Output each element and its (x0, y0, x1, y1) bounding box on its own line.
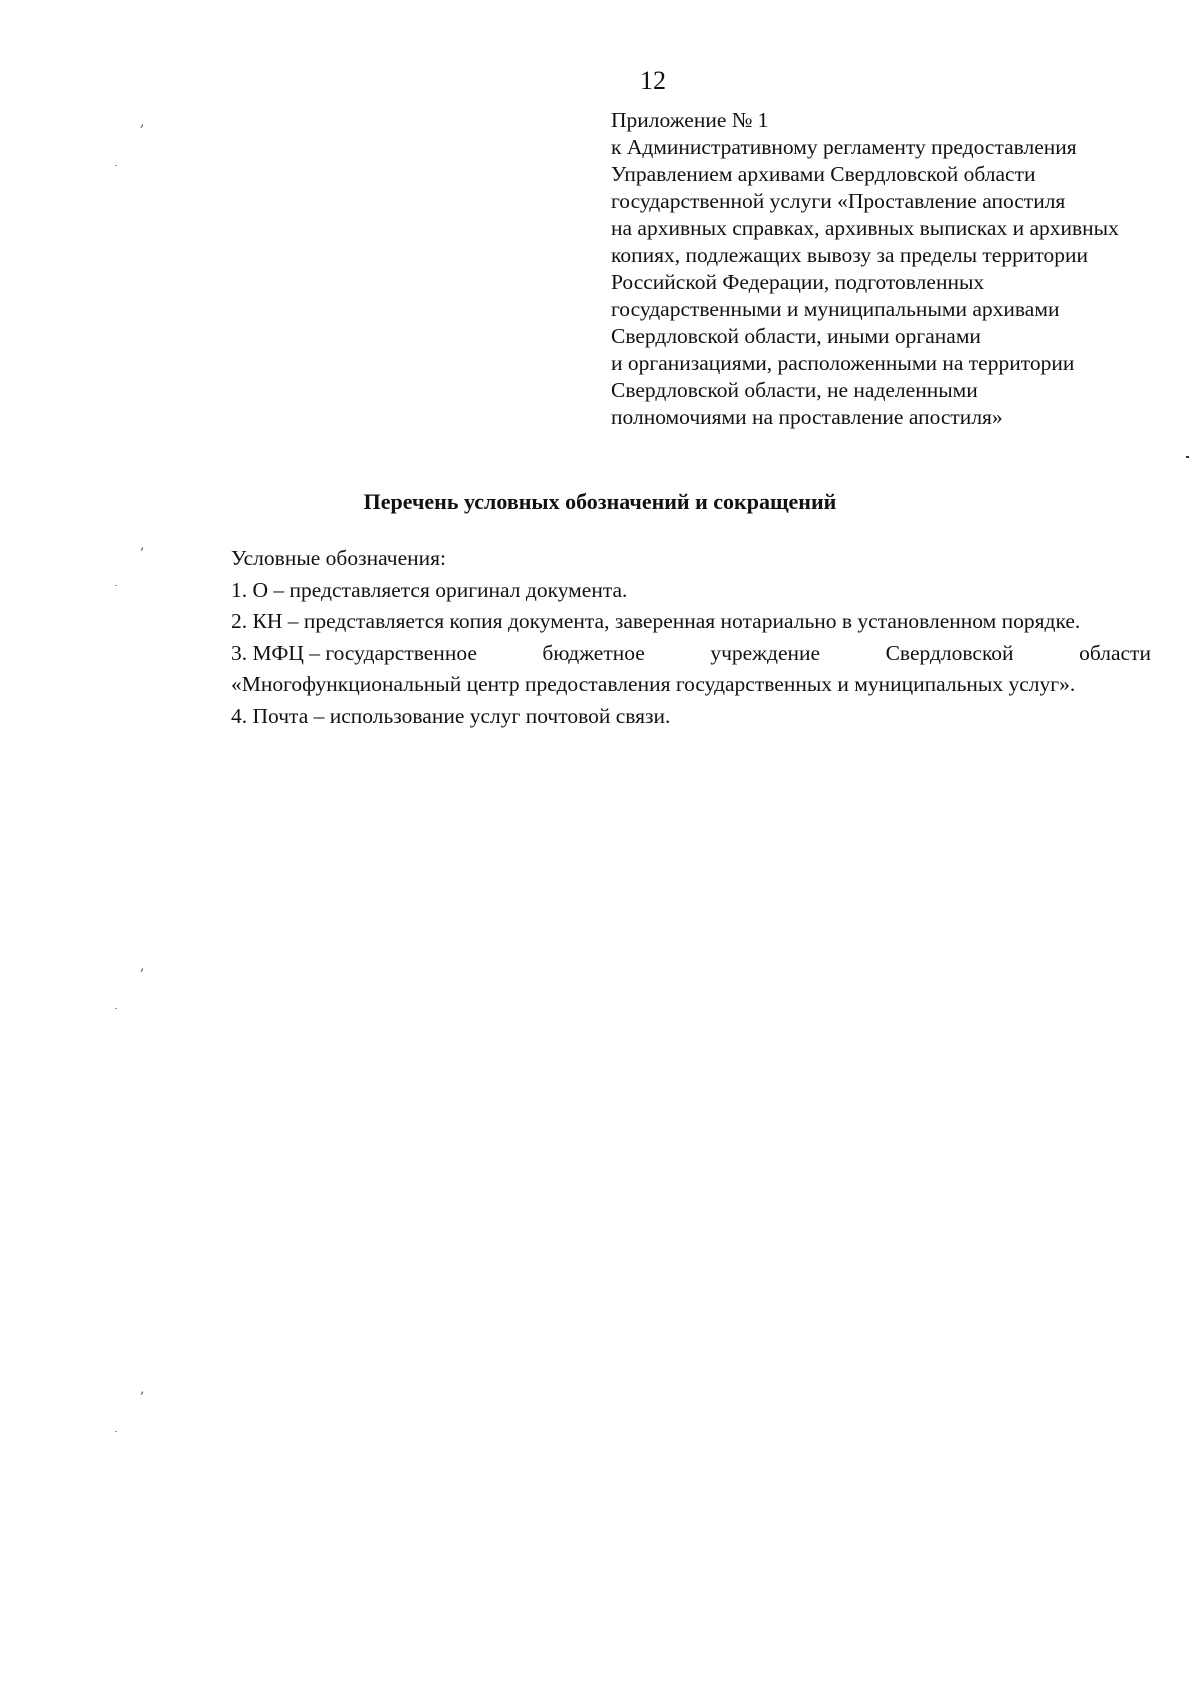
legend-item-mfc-word: области (1079, 640, 1151, 665)
appendix-line: и организациями, расположенными на территории (611, 351, 1075, 375)
legend-item-mfc-word: Свердловской (885, 640, 1014, 665)
scan-artifact (115, 165, 117, 166)
appendix-header (611, 107, 1171, 431)
document-title: Перечень условных обозначений и сокращений (363, 489, 837, 514)
appendix-line: Российской Федерации, подготовленных (611, 270, 985, 294)
legend-item-mfc-word: учреждение (710, 640, 821, 665)
appendix-line: государственными и муниципальными архивами (611, 297, 1060, 321)
appendix-line: к Административному регламенту предоставления (611, 135, 1077, 159)
appendix-line: Приложение № 1 (611, 108, 769, 132)
appendix-line: на архивных справках, архивных выписках и архивных (611, 216, 1119, 240)
scan-artifact: , (140, 958, 145, 974)
legend-section (231, 543, 1151, 732)
scan-artifact (115, 1431, 117, 1432)
appendix-line: Свердловской области, не наделенными (611, 378, 978, 402)
page-number: 12 (640, 66, 666, 95)
legend-heading: Условные обозначения: (231, 546, 447, 570)
scan-artifact (115, 1008, 117, 1009)
legend-item-mfc-word: 3. МФЦ – государственное (231, 640, 477, 665)
appendix-line: полномочиями на проставление апостиля» (611, 405, 1003, 429)
scan-artifact: , (140, 1381, 145, 1397)
appendix-line: государственной услуги «Проставление апостиля (611, 189, 1066, 213)
scan-artifact: , (140, 537, 145, 553)
legend-item-original: 1. О – представляется оригинал документа. (231, 577, 628, 602)
scan-artifact (1186, 456, 1189, 458)
legend-item-mfc (231, 638, 1151, 670)
legend-item-notarized-copy: 2. КН – представляется копия документа, заверенная нотариально в установленном порядке. (231, 609, 1081, 633)
appendix-line: копиях, подлежащих вывозу за пределы территории (611, 243, 1088, 267)
legend-item-post: 4. Почта – использование услуг почтовой связи. (231, 703, 671, 728)
scan-artifact: , (140, 114, 145, 130)
scan-artifact (115, 585, 117, 586)
appendix-line: Свердловской области, иными органами (611, 324, 981, 348)
appendix-line: Управлением архивами Свердловской области (611, 162, 1036, 186)
legend-item-mfc-continuation: «Многофункциональный центр предоставления государственных и муниципальных услуг». (231, 672, 1076, 696)
legend-item-mfc-word: бюджетное (542, 640, 645, 665)
